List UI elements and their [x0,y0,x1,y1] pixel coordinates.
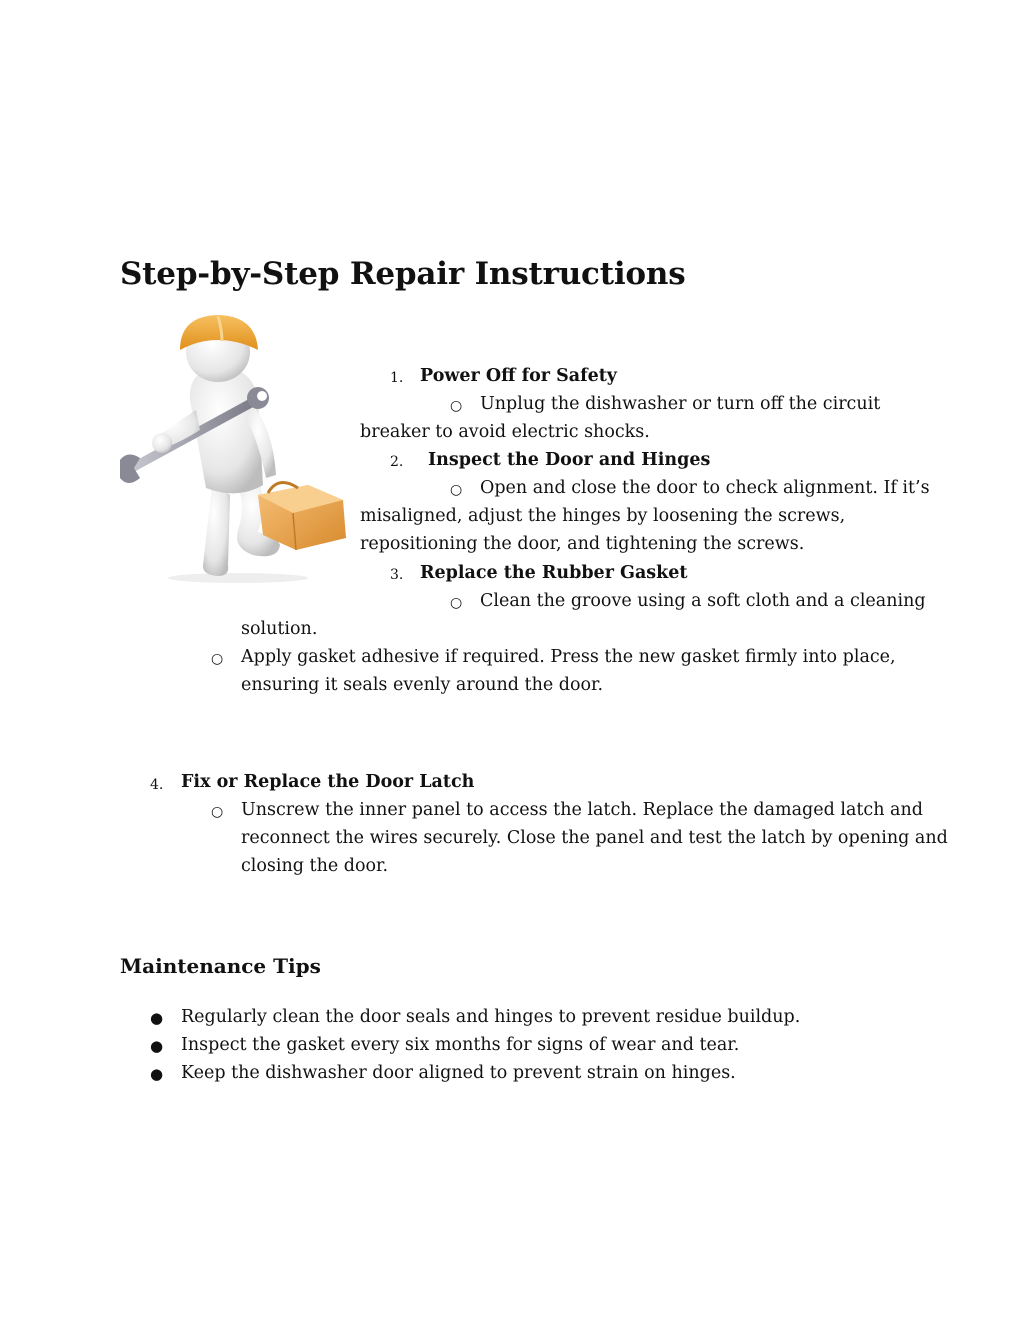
step-3-sub-marker: ○ [450,595,463,611]
step-2-heading: Inspect the Door and Hinges [428,450,711,470]
step-2-text-line: misaligned, adjust the hinges by loosening the screws, [360,506,846,526]
step-3-heading: Replace the Rubber Gasket [420,563,688,583]
step-4-text-line: Unscrew the inner panel to access the latch. Replace the damaged latch and [241,800,923,820]
step-3-text-line-2: ensuring it seals evenly around the door. [241,675,604,695]
step-3-sub-marker-2: ○ [211,651,224,667]
maintenance-item: Regularly clean the door seals and hinges to prevent residue buildup. [181,1007,801,1027]
step-1-text-line: breaker to avoid electric shocks. [360,422,650,442]
step-4-heading: Fix or Replace the Door Latch [181,772,475,792]
maintenance-item: Keep the dishwasher door aligned to prevent strain on hinges. [181,1063,736,1083]
bullet-marker: ● [150,1065,164,1083]
step-3-text-line-2: Apply gasket adhesive if required. Press the new gasket firmly into place, [241,647,896,667]
step-4-text-line: reconnect the wires securely. Close the panel and test the latch by opening and [241,828,948,848]
bullet-marker: ● [150,1037,164,1055]
step-2-text-line: Open and close the door to check alignment. If it’s [480,478,930,498]
step-2-number: 2. [390,454,404,470]
step-1-sub-marker: ○ [450,398,463,414]
page-title: Step-by-Step Repair Instructions [120,256,686,292]
step-3-number: 3. [390,567,404,583]
step-1-text-line: Unplug the dishwasher or turn off the circuit [480,394,881,414]
maintenance-item: Inspect the gasket every six months for signs of wear and tear. [181,1035,740,1055]
worker-illustration [118,310,348,585]
step-3-text-line: Clean the groove using a soft cloth and a cleaning [480,591,926,611]
step-4-text-line: closing the door. [241,856,389,876]
maintenance-heading: Maintenance Tips [120,954,321,978]
step-4-sub-marker: ○ [211,804,224,820]
bullet-marker: ● [150,1009,164,1027]
step-3-text-line: solution. [241,619,318,639]
step-1-heading: Power Off for Safety [420,366,617,386]
step-4-number: 4. [150,777,164,793]
step-2-text-line: repositioning the door, and tightening the screws. [360,534,805,554]
step-2-sub-marker: ○ [450,482,463,498]
step-1-number: 1. [390,370,404,386]
